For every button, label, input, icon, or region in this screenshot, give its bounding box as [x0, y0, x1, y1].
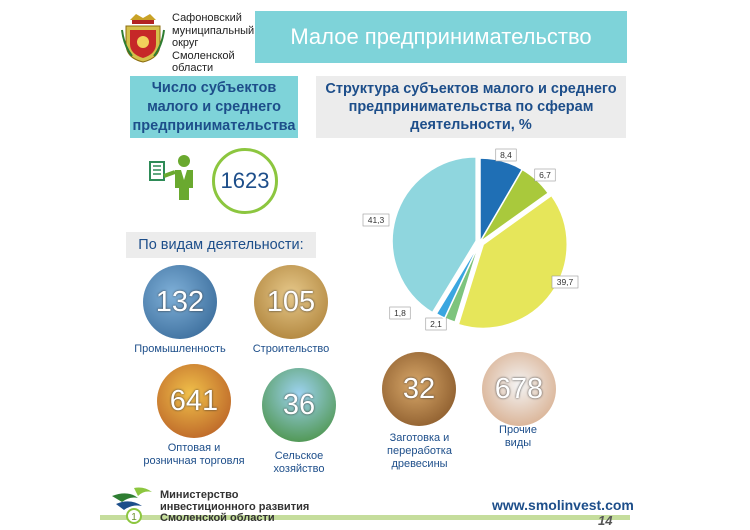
timber-photo [382, 352, 456, 426]
other-photo [482, 352, 556, 426]
agriculture-label: Сельское хозяйство [273, 450, 325, 475]
other-label: Прочие виды [499, 424, 537, 449]
page-title: Малое предпринимательство [255, 11, 627, 63]
count-title [130, 76, 298, 138]
website-link[interactable]: www.smolinvest.com [492, 497, 634, 513]
total-count: 1623 [212, 148, 278, 214]
svg-text:1,8: 1,8 [394, 308, 406, 318]
pie-label-0 [496, 149, 517, 161]
industry-label: Промышленность [134, 343, 226, 355]
construction-count: 105 [266, 285, 316, 318]
ministry-name: Министерство инвестиционного развития Смоленской области [160, 489, 310, 524]
svg-text:8,4: 8,4 [500, 150, 512, 160]
svg-text:6,7: 6,7 [539, 170, 551, 180]
coat-of-arms-icon [120, 12, 166, 64]
activities-heading: По видам деятельности: [126, 232, 316, 258]
chart-title [316, 76, 626, 138]
count-title-text: Число субъектов малого и среднего предпринимательства [132, 79, 296, 134]
pie-chart [360, 145, 610, 345]
svg-text:39,7: 39,7 [556, 277, 574, 287]
municipality-name: Сафоновский муниципальный округ Смоленской области [172, 12, 255, 74]
pie-label-1 [535, 169, 556, 181]
agriculture-count: 36 [282, 388, 316, 421]
industry-photo [143, 265, 217, 339]
agriculture-photo [262, 368, 336, 442]
timber-label: Заготовка и переработка древесины [387, 432, 452, 470]
timber-count: 32 [402, 372, 436, 405]
pie-label-3 [426, 318, 447, 330]
construction-photo [254, 265, 328, 339]
svg-text:1: 1 [131, 512, 137, 523]
svg-text:41,3: 41,3 [367, 215, 385, 225]
other-count: 678 [494, 372, 544, 405]
svg-text:2,1: 2,1 [430, 319, 442, 329]
pie-label-4 [390, 307, 411, 319]
pie-label-2 [552, 276, 578, 288]
ministry-logo-icon [108, 476, 156, 524]
page-number: 14 [598, 513, 613, 528]
pie-label-5 [363, 214, 389, 226]
construction-label: Строительство [252, 343, 330, 355]
chart-title-text: Структура субъектов малого и среднего предпринимательства по сферам деятельности, % [325, 81, 617, 133]
trade-count: 641 [169, 384, 219, 417]
trade-label: Оптовая и розничная торговля [143, 442, 245, 467]
trade-photo [157, 364, 231, 438]
worker-icon [148, 152, 200, 202]
industry-count: 132 [155, 285, 205, 318]
